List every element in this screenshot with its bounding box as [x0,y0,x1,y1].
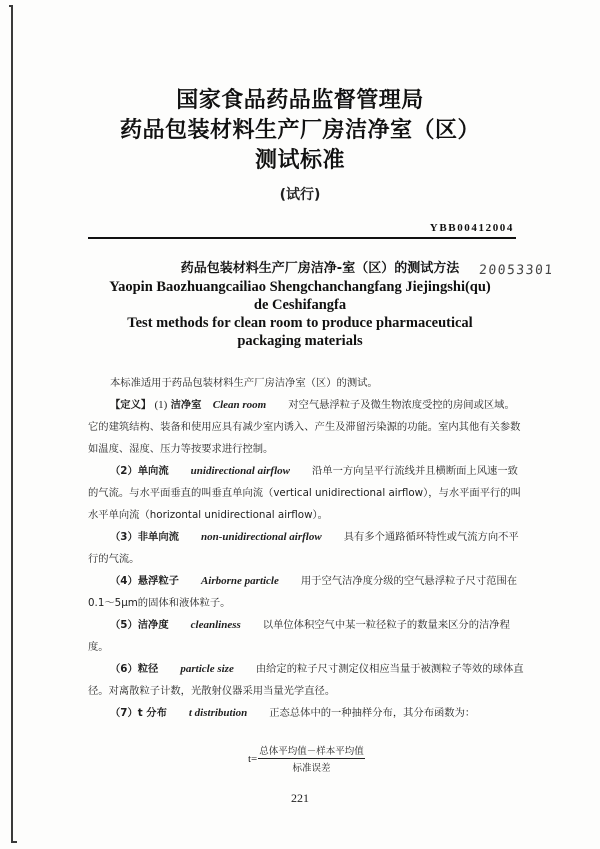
definition-term-en: non-unidirectional airflow [200,531,322,543]
definition-term-en: particle size [180,663,234,675]
formula-fraction [258,743,365,774]
subtitle-pinyin-line1: Yaopin Baozhuangcailiao Shengchanchangfang Jiejingshi(qu) [109,279,491,295]
definition-number: (1) [154,399,168,411]
definition-term-cn: 单向流 [137,465,169,477]
trial-label: (试行) [279,187,321,203]
definition-text: 具有多个通路循环特性或气流方向不平行的气流。 [88,531,519,565]
definition-term-en: unidirectional airflow [190,465,290,477]
subtitle-chinese: 药品包装材料生产厂房洁净-室（区）的测试方法 [180,261,460,276]
subtitle-pinyin-line2: de Ceshifangfa [253,297,347,313]
header-rule [88,237,516,239]
scope-paragraph: 本标准适用于药品包装材料生产厂房洁净室（区）的测试。 [110,377,378,389]
definition-text: 由给定的粒子尺寸测定仪相应当量于被测粒子等效的球体直径。对离散粒子计数，光散射仪器采用当量光学直径。 [88,663,524,697]
subtitle-english-line1: Test methods for clean room to produce pharmaceutical [127,315,473,331]
definition-number: （6） [110,663,138,675]
definition-text: 沿单一方向呈平行流线并且横断面上风速一致的气流。与水平面垂直的叫垂直单向流（vertical unidirectional airflow），与水平面平行的叫水平单向流（horizontal unidirectional airflow）。 [88,465,521,521]
formula-numerator: 总体平均值－样本平均值 [258,743,365,759]
definition-3 [88,526,524,570]
definition-4 [88,570,524,614]
definition-1 [88,394,524,460]
definition-term-en: Airborne particle [200,575,279,587]
stamp-number: 20053301 [478,263,555,278]
document-title-block [0,86,600,204]
t-distribution-formula [248,743,365,774]
definition-text: 以单位体积空气中某一粒径粒子的数量来区分的洁净程度。 [88,619,510,653]
definition-term-en: t distribution [188,707,248,719]
definition-term-cn: 悬浮粒子 [137,575,179,587]
definitions-label: 【定义】 [110,399,152,411]
definition-term-en: Clean room [212,399,267,411]
definition-term-cn: 粒径 [137,663,159,675]
definition-7 [88,702,524,724]
definition-6 [88,658,524,702]
definition-number: （5） [110,619,138,631]
formula-lhs: t= [248,752,258,765]
title-line-agency: 国家食品药品监督管理局 [176,88,424,113]
definition-term-cn: 洁净度 [137,619,169,631]
definition-term-en: cleanliness [190,619,241,631]
formula-denominator: 标准误差 [292,763,331,774]
definition-number: （4） [110,575,138,587]
definition-term-cn: 非单向流 [137,531,179,543]
page-number: 221 [291,791,309,805]
definition-number: （2） [110,465,138,477]
title-line-subject: 药品包装材料生产厂房洁净室（区） [119,118,480,143]
definition-term-cn: 洁净室 [170,399,202,411]
definition-text: 用于空气洁净度分级的空气悬浮粒子尺寸范围在0.1～5μm的固体和液体粒子。 [88,575,518,609]
definition-text: 对空气悬浮粒子及微生物浓度受控的房间或区域。它的建筑结构、装备和使用应具有减少室内诱入、产生及滞留污染源的功能。室内其他有关参数如温度、湿度、压力等按要求进行控制。 [88,399,521,455]
definition-5 [88,614,524,658]
definition-number: （7） [110,707,138,719]
subtitle-english-line2: packaging materials [237,333,363,349]
standard-code: YBB00412004 [429,222,514,234]
title-line-standard: 测试标准 [254,148,345,173]
definition-number: （3） [110,531,138,543]
definition-2 [88,460,524,526]
definition-term-cn: t 分布 [137,707,167,719]
document-body [88,372,524,724]
definition-text: 正态总体中的一种抽样分布，其分布函数为： [269,707,476,719]
